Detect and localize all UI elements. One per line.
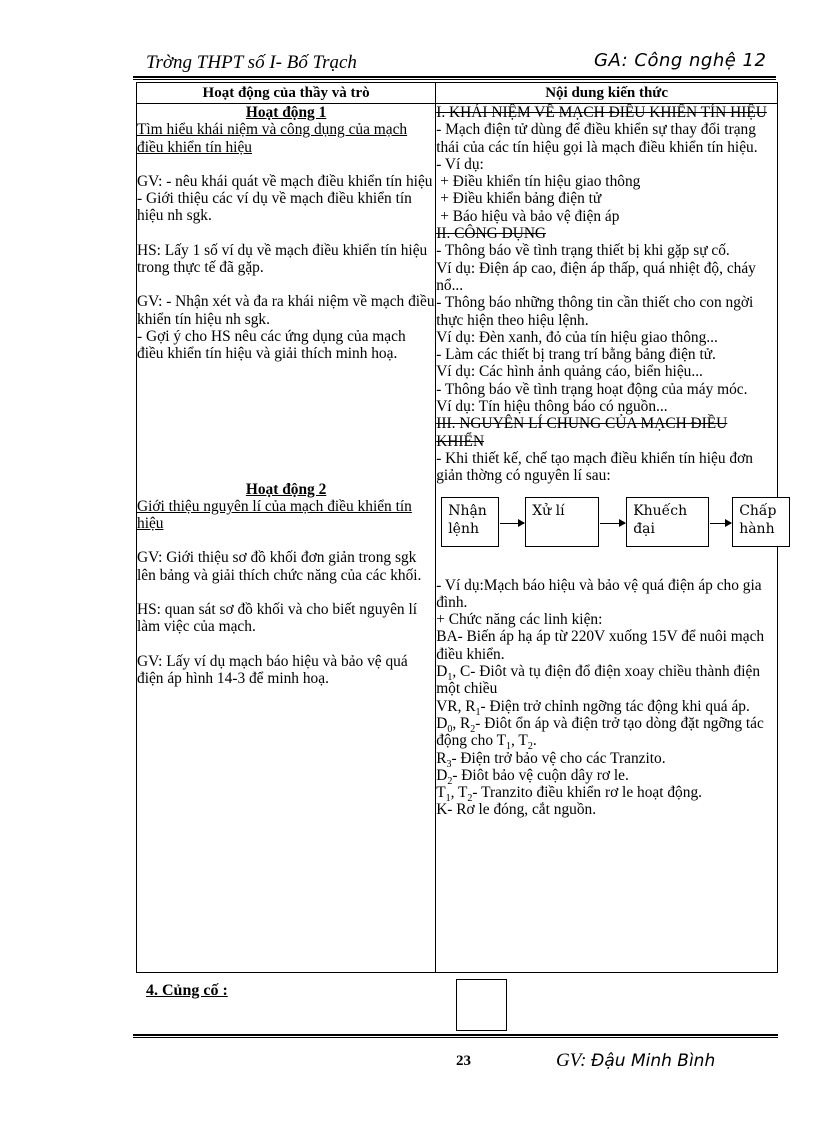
col-right-title: Nội dung kiến thức: [436, 83, 778, 104]
component-line: VR, $R_1-$ Điện trở chỉnh ngỡng tác động khi quá áp.: [436, 697, 750, 718]
header-rule: [133, 76, 776, 78]
component-line: $T_1$, $T_2-$ Tranzito điều khiển rơ le hoạt động.: [436, 784, 702, 805]
empty-box: [456, 979, 507, 1031]
activity-2-title: Hoạt động 2: [245, 480, 327, 498]
paragraph: GV: Lấy ví dụ mạch báo hiệu và bảo vệ quá điện áp hình 14-3 để minh hoạ.: [137, 652, 408, 687]
list-item: + Điều khiển bảng điện tử: [440, 190, 602, 208]
teacher-student-activities: [137, 104, 436, 973]
component-line: $D_1$, C- Điôt và tụ điện đổ điện xoay chiều thành điện một chiều: [436, 663, 761, 698]
subject-header: GA: Công nghệ 12: [594, 50, 767, 71]
school-header: Trờng THPT số I- Bố Trạch: [146, 52, 357, 73]
component-line: $D_0$, $R_2-$ Điôt ổn áp và điện trở tạo dòng đặt ngỡng tác động cho $T_1$, $T_2$.: [436, 714, 764, 753]
col-left-title: Hoạt động của thầy và trò: [137, 83, 436, 104]
paragraph: HS: quan sát sơ đồ khối và cho biết nguyên lí làm việc của mạch.: [137, 601, 418, 636]
paragraph: - Giới thiệu các ví dụ về mạch điều khiển tín hiệu nh sgk.: [137, 190, 412, 225]
section-1-heading: I. KHÁI NIỆM VỀ MẠCH ĐIỀU KHIỂN TÍN HIỆU: [436, 104, 767, 121]
paragraph: GV: Giới thiệu sơ đồ khối đơn giản trong sgk lên bảng và giải thích chức năng của các khối.: [137, 549, 422, 584]
paragraph: GV: - Nhận xét và đa ra khái niệm về mạch điều khiển tín hiệu nh sgk.: [137, 293, 435, 328]
arrow-icon: [600, 523, 625, 524]
header-rule-thin: [133, 79, 776, 80]
paragraph: - Thông báo những thông tin cần thiết cho con ngời thực hiện theo hiệu lệnh.: [436, 294, 754, 329]
teacher-signature: GV: Đậu Minh Bình: [556, 1050, 716, 1071]
paragraph: - Thông báo về tình trạng thiết bị khi gặp sự cố.: [436, 242, 730, 260]
list-item: + Báo hiệu và bảo vệ điện áp: [440, 207, 620, 225]
section-2-heading: II. CÔNG DỤNG: [436, 225, 547, 243]
block-receive-command: Nhận lệnh: [441, 497, 499, 547]
paragraph: Ví dụ: Tín hiệu thông báo có nguồn...: [436, 398, 668, 416]
lesson-table: [136, 82, 778, 973]
section-3-heading: III. NGUYÊN LÍ CHUNG CỦA MẠCH ĐIỀU KHIỂN: [436, 415, 728, 450]
footer-rule: [133, 1034, 778, 1036]
paragraph: Ví dụ: Điện áp cao, điện áp thấp, quá nhiệt độ, cháy nổ...: [436, 259, 756, 294]
paragraph: Ví dụ: Đèn xanh, đỏ của tín hiệu giao thông...: [436, 328, 718, 346]
activity-2-subtitle: Giới thiệu nguyên lí của mạch điều khiển tín hiệu: [137, 497, 412, 533]
paragraph: - Thông báo về tình trạng hoạt động của máy móc.: [436, 380, 748, 398]
paragraph: + Chức năng các linh kiện:: [436, 611, 603, 629]
block-amplify: Khuếch đại: [626, 497, 709, 547]
block-diagram: [436, 497, 777, 567]
paragraph: - Gợi ý cho HS nêu các ứng dụng của mạch điều khiển tín hiệu và giải thích minh hoạ.: [137, 327, 406, 363]
component-line: $R_3-$ Điện trở bảo vệ cho các Tranzito.: [436, 749, 666, 770]
footer-rule-thin: [133, 1037, 778, 1038]
paragraph: - Làm các thiết bị trang trí bằng bảng điện tử.: [436, 346, 716, 364]
paragraph: HS: Lấy 1 số ví dụ về mạch điều khiển tín hiệu trong thực tế đã gặp.: [137, 241, 428, 277]
list-item: + Điều khiển tín hiệu giao thông: [440, 173, 641, 191]
activity-1-title: Hoạt động 1: [245, 104, 327, 121]
paragraph: - Mạch điện tử dùng để điều khiển sự thay đổi trạng thái của các tín hiệu gọi là mạch điều khiển tín hiệu.: [436, 121, 758, 156]
paragraph: - Khi thiết kế, chế tạo mạch điều khiển tín hiệu đơn giản thờng có nguyên lí sau:: [436, 449, 753, 485]
component-line: K- Rơ le đóng, cắt nguồn.: [436, 801, 597, 819]
arrow-icon: [500, 523, 524, 524]
consolidation-heading: 4. Củng cố :: [146, 982, 228, 999]
block-execute: Chấp hành: [732, 497, 790, 547]
page-number: 23: [456, 1053, 471, 1069]
paragraph: GV: - nêu khái quát về mạch điều khiển tín hiệu: [137, 172, 433, 190]
paragraph: - Ví dụ:Mạch báo hiệu và bảo vệ quá điện áp cho gia đình.: [436, 576, 762, 611]
arrow-icon: [710, 523, 731, 524]
paragraph: - Ví dụ:: [436, 155, 484, 173]
paragraph: Ví dụ: Các hình ảnh quảng cáo, biển hiệu...: [436, 363, 703, 381]
knowledge-content: [436, 104, 778, 973]
paragraph: BA- Biến áp hạ áp từ 220V xuống 15V để nuôi mạch điều khiển.: [436, 628, 765, 663]
component-line: $D_2-$ Điôt bảo vệ cuộn dây rơ le.: [436, 766, 629, 787]
activity-1-subtitle: Tìm hiểu khái niệm và công dụng của mạch điều khiển tín hiệu: [137, 121, 408, 156]
block-process: Xử lí: [525, 497, 599, 547]
